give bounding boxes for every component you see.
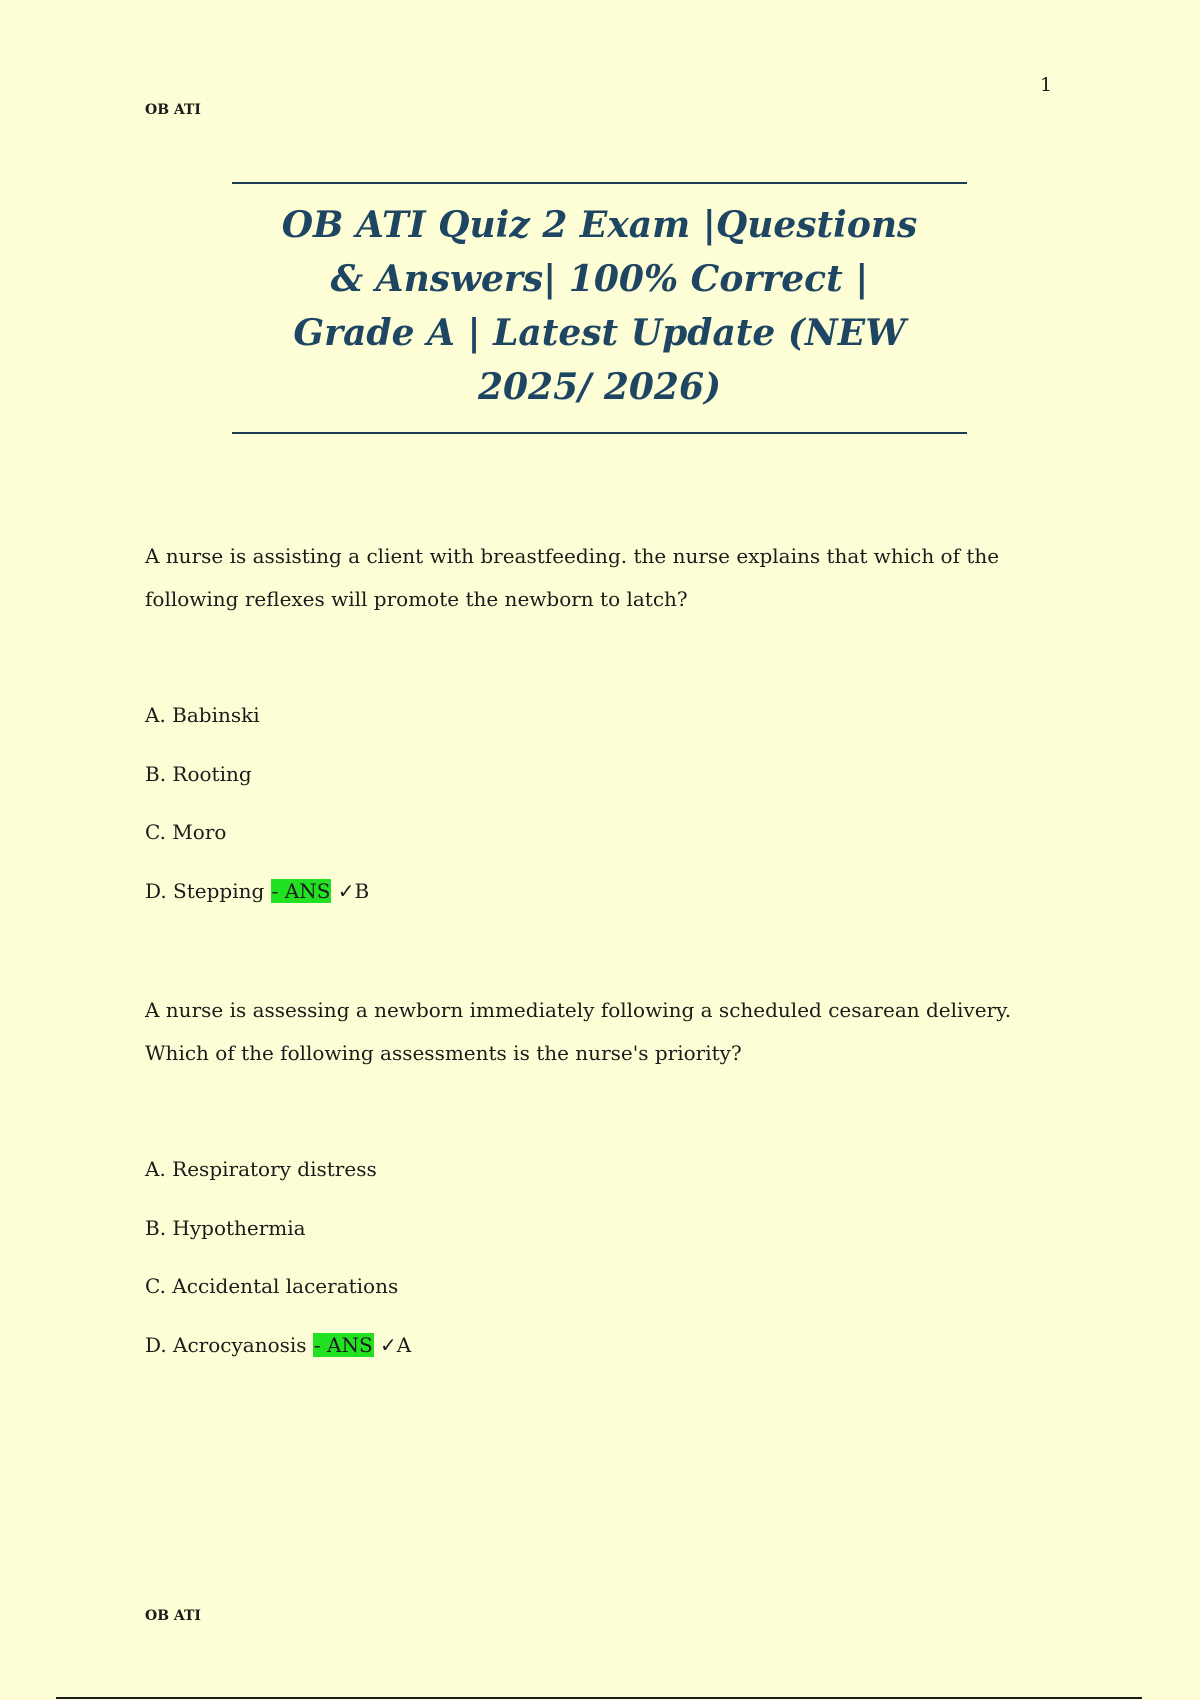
header-label: OB ATI [145,102,201,118]
document-title: OB ATI Quiz 2 Exam |Questions & Answers| 100% Correct | Grade A | Latest Update (NEW 2025/ 2026) [281,204,918,408]
question-2-answer: ✓A [380,1333,412,1357]
question-2-answer-marker: - ANS [313,1333,373,1357]
question-1-option-b: B. Rooting [145,762,252,786]
question-2-option-a: A. Respiratory distress [145,1157,377,1181]
question-1-stem: A nurse is assisting a client with breastfeeding. the nurse explains that which of the following reflexes will promote the newborn to latch? [145,544,1000,611]
question-2-option-c: C. Accidental lacerations [145,1274,399,1298]
question-2-option-b: B. Hypothermia [145,1216,306,1240]
question-1-answer-marker: - ANS [271,879,331,903]
question-1-option-c: C. Moro [145,820,227,844]
page-number: 1 [1040,74,1053,96]
question-1-answer: ✓B [337,879,370,903]
footer-divider [56,1697,1142,1699]
question-2-stem: A nurse is assessing a newborn immediately following a scheduled cesarean delivery. Which of the following assessments is the nurse's priority? [145,998,1012,1065]
question-1-option-a: A. Babinski [145,703,260,727]
question-2-option-d-row [145,1331,411,1359]
question-1-option-d-row [145,877,369,905]
question-1-option-d: D. Stepping [145,879,265,903]
footer-label: OB ATI [145,1608,201,1624]
title-block [232,182,967,434]
question-2-option-d: D. Acrocyanosis [145,1333,307,1357]
